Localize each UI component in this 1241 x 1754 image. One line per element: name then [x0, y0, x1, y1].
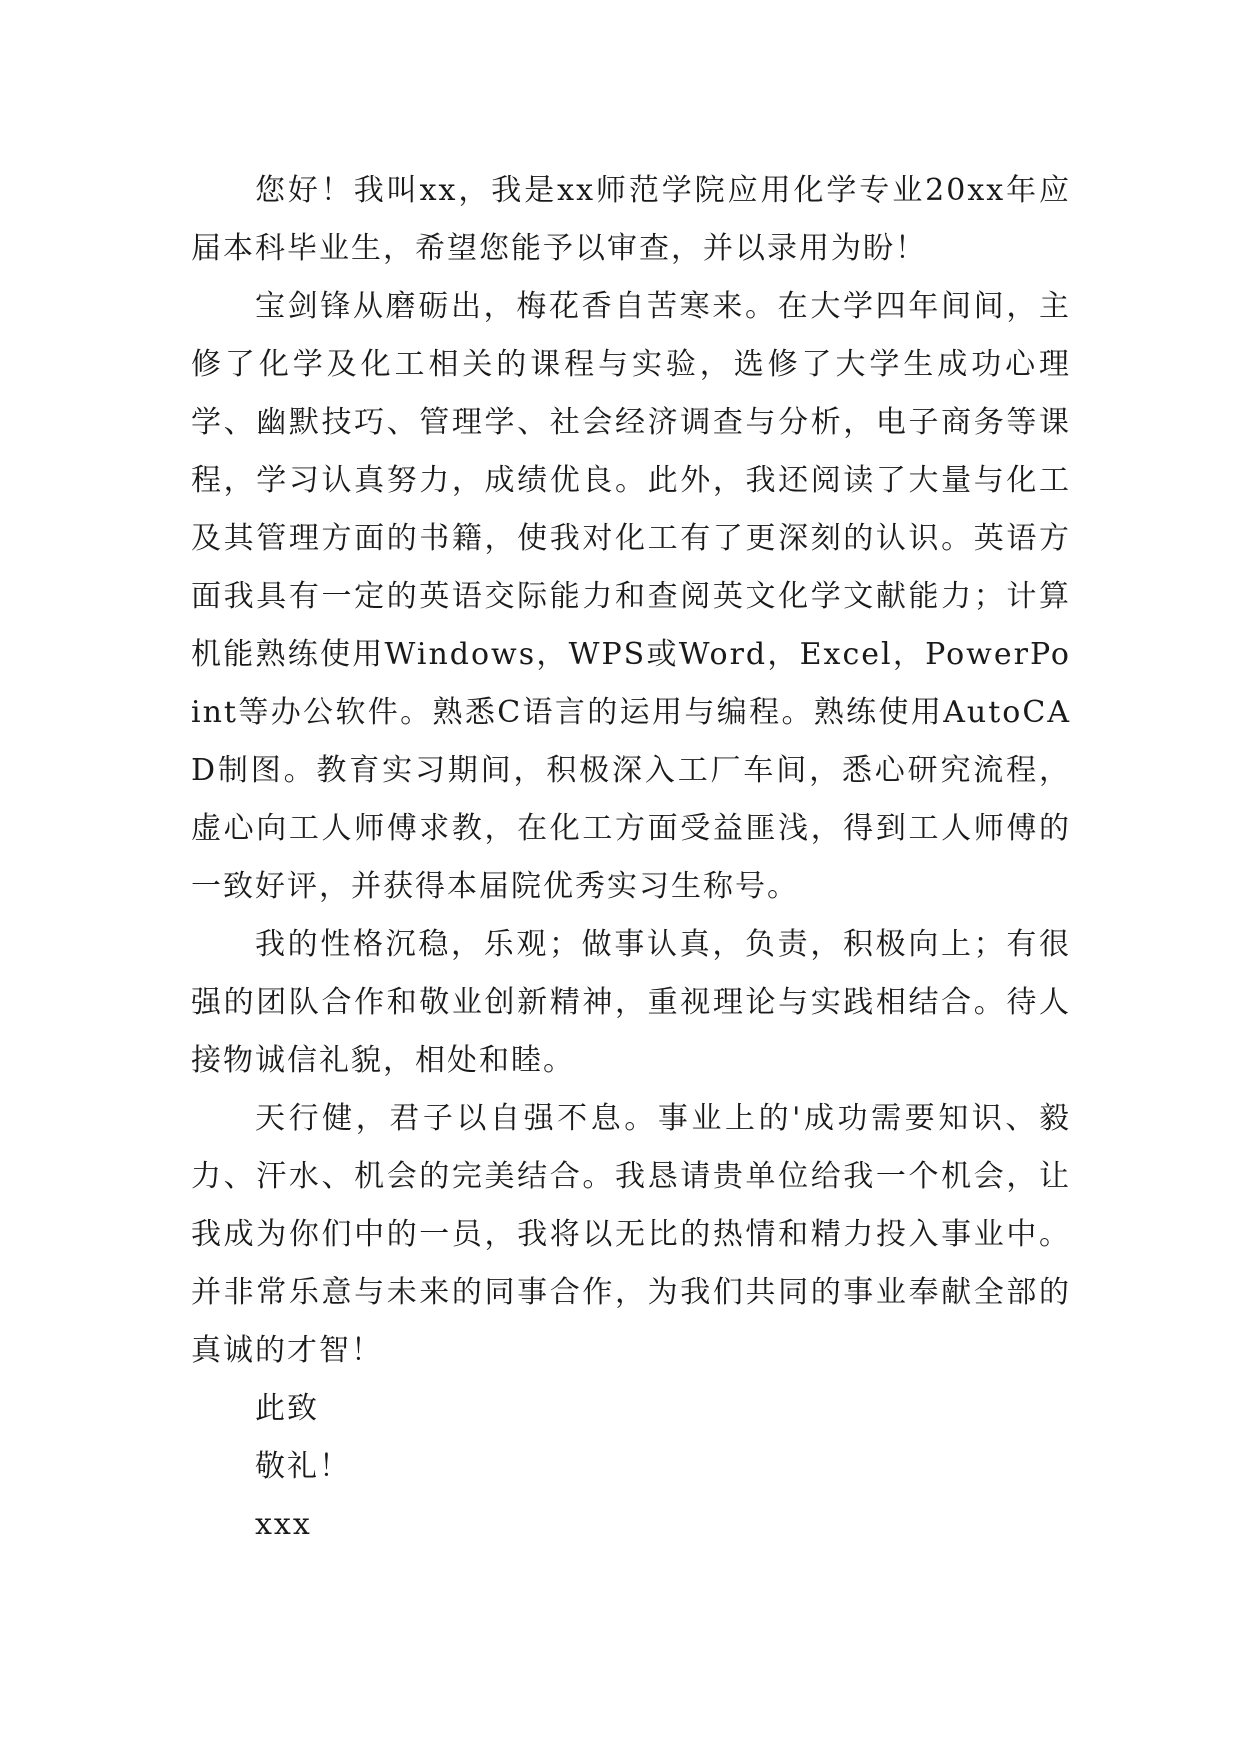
paragraph-greeting: 您好！我叫xx，我是xx师范学院应用化学专业20xx年应届本科毕业生，希望您能予以审查，并以录用为盼！: [191, 173, 1071, 266]
closing-salutation: 此致: [255, 1391, 319, 1426]
paragraph-personality: 我的性格沉稳，乐观；做事认真，负责，积极向上；有很强的团队合作和敬业创新精神，重视理论与实践相结合。待人接物诚信礼貌，相处和睦。: [191, 927, 1071, 1078]
signature: xxx: [255, 1507, 312, 1542]
cover-letter-body: [191, 162, 1071, 1554]
closing-regards: 敬礼！: [255, 1449, 351, 1484]
paragraph-request: 天行健，君子以自强不息。事业上的'成功需要知识、毅力、汗水、机会的完美结合。我恳请贵单位给我一个机会，让我成为你们中的一员，我将以无比的热情和精力投入事业中。并非常乐意与未来的同事合作，为我们共同的事业奉献全部的真诚的才智！: [191, 1101, 1071, 1368]
paragraph-education: 宝剑锋从磨砺出，梅花香自苦寒来。在大学四年间间，主修了化学及化工相关的课程与实验，选修了大学生成功心理学、幽默技巧、管理学、社会经济调查与分析，电子商务等课程，学习认真努力，成绩优良。此外，我还阅读了大量与化工及其管理方面的书籍，使我对化工有了更深刻的认识。英语方面我具有一定的英语交际能力和查阅英文化学文献能力；计算机能熟练使用Windows，WPS或Word，Excel，PowerPoint等办公软件。熟悉C语言的运用与编程。熟练使用AutoCAD制图。教育实习期间，积极深入工厂车间，悉心研究流程，虚心向工人师傅求教，在化工方面受益匪浅，得到工人师傅的一致好评，并获得本届院优秀实习生称号。: [191, 289, 1071, 904]
